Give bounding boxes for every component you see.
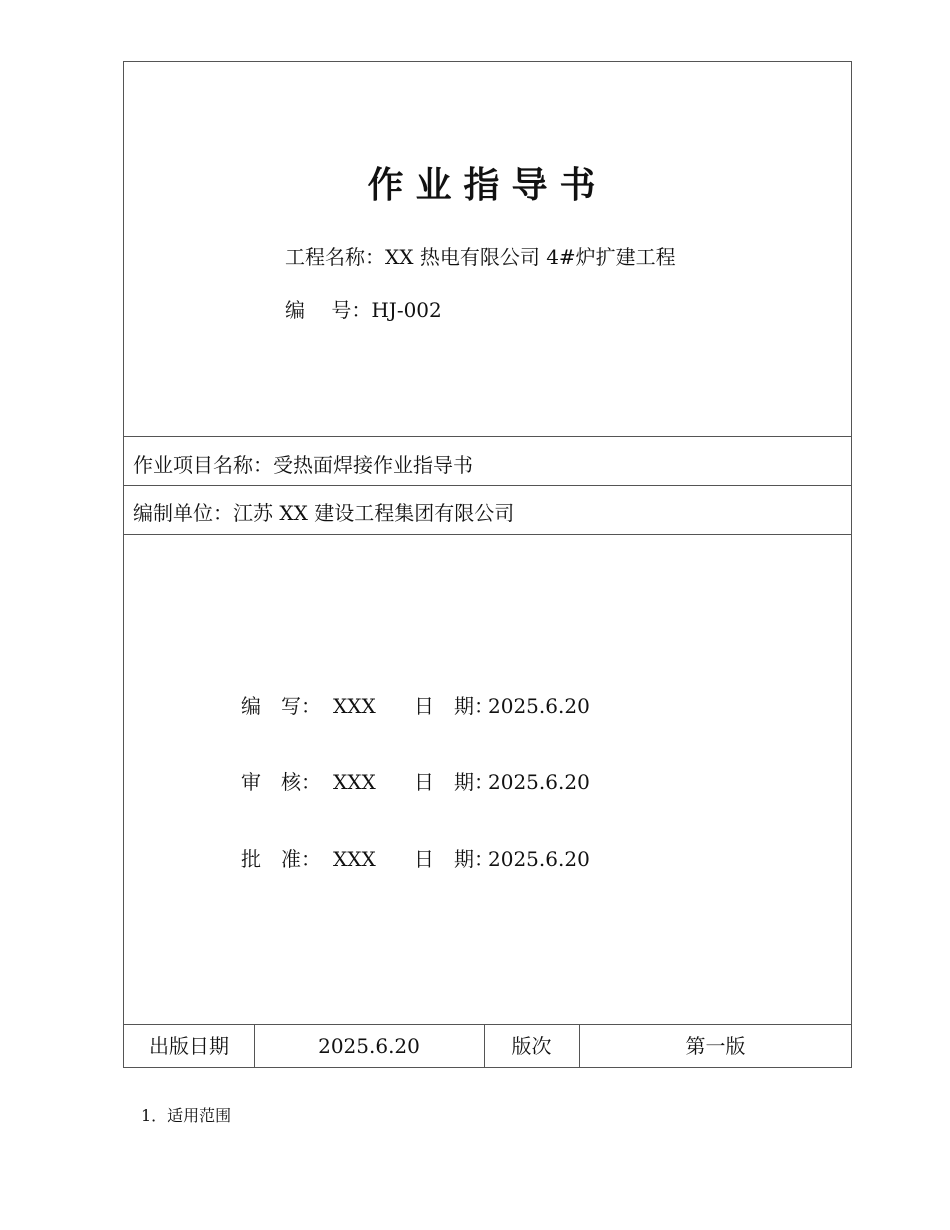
signature-row-writer [241,690,590,719]
project-name-line [285,241,676,270]
publish-date-value: 2025.6.20 [318,1034,420,1058]
signature-row-approver [241,843,590,872]
cover-frame [123,61,852,1068]
compiler-unit: 编制单位：江苏 XX 建设工程集团有限公司 [133,501,515,525]
signature-date: 2025.6.20 [488,847,590,871]
section-heading: 1．适用范围 [141,1106,232,1125]
signature-row-reviewer [241,766,590,795]
divider [124,436,851,437]
divider [124,485,851,486]
signature-date-label: 日 期： [414,847,494,871]
signature-role: 批 准： [241,847,321,871]
edition-value: 第一版 [685,1034,746,1058]
document-title: 作业指导书 [367,165,608,206]
signature-name: XXX [333,770,376,794]
edition-label: 版次 [511,1034,552,1058]
signature-date-label: 日 期： [414,770,494,794]
project-name-label: 工程名称： [285,245,385,269]
signature-role: 编 写： [241,694,321,718]
document-number-label: 编 号： [285,298,372,322]
divider [124,534,851,535]
project-name-value: XX 热电有限公司 4#炉扩建工程 [385,245,676,269]
signature-date: 2025.6.20 [488,694,590,718]
signature-role: 审 核： [241,770,321,794]
signature-date-label: 日 期： [414,694,494,718]
document-number-value: HJ-002 [371,298,442,322]
job-item-name: 作业项目名称：受热面焊接作业指导书 [133,453,473,477]
signature-date: 2025.6.20 [488,770,590,794]
document-number-line [285,294,442,323]
signature-name: XXX [333,847,376,871]
signature-name: XXX [333,694,376,718]
publish-date-label: 出版日期 [149,1034,229,1058]
